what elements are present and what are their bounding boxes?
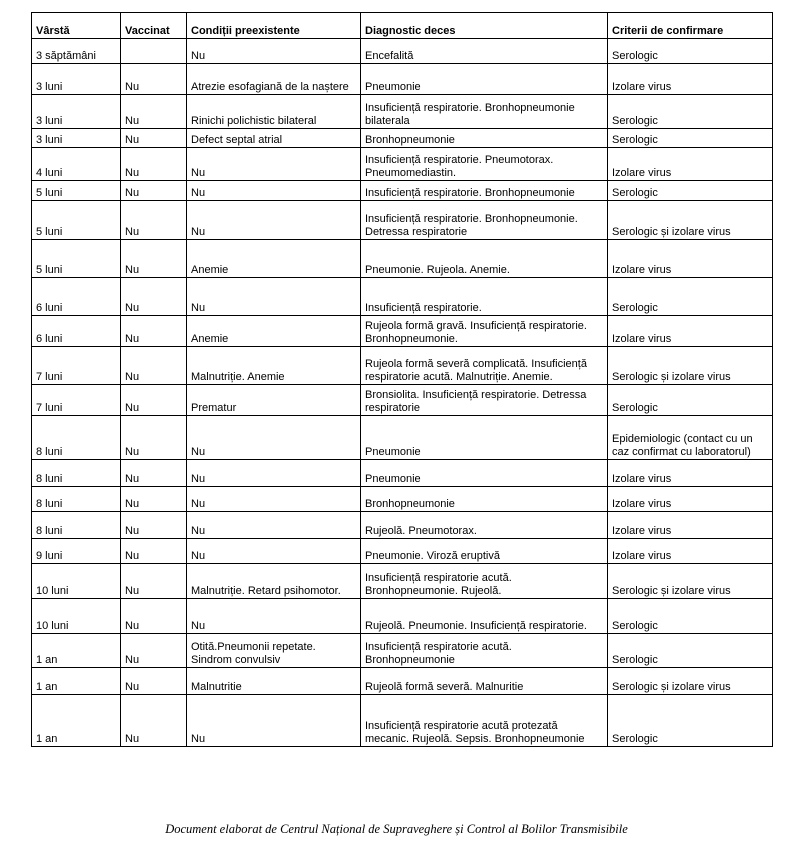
cell-preexisting-conditions: Prematur [187, 385, 361, 416]
cell-death-diagnosis: Insuficiență respiratorie acută. Bronhopneumonie [361, 634, 608, 668]
table-row [32, 278, 773, 316]
cell-vaccinated: Nu [121, 316, 187, 347]
cell-death-diagnosis: Bronsiolita. Insuficiență respiratorie. Detressa respiratorie [361, 385, 608, 416]
table-row [32, 316, 773, 347]
cell-confirmation-criteria: Izolare virus [608, 240, 773, 278]
cell-age: 10 luni [32, 599, 121, 634]
cell-death-diagnosis: Insuficiență respiratorie. Pneumotorax. Pneumomediastin. [361, 148, 608, 181]
cell-confirmation-criteria: Serologic [608, 95, 773, 129]
header-vaccinated: Vaccinat [121, 13, 187, 39]
cell-confirmation-criteria: Serologic [608, 129, 773, 148]
cell-confirmation-criteria: Izolare virus [608, 148, 773, 181]
cell-vaccinated: Nu [121, 129, 187, 148]
cell-preexisting-conditions: Nu [187, 181, 361, 201]
cell-confirmation-criteria: Serologic [608, 278, 773, 316]
cell-age: 6 luni [32, 316, 121, 347]
cell-vaccinated: Nu [121, 416, 187, 460]
table-header-row [32, 13, 773, 39]
cell-preexisting-conditions: Anemie [187, 316, 361, 347]
cell-vaccinated: Nu [121, 634, 187, 668]
cell-age: 1 an [32, 695, 121, 747]
table-row [32, 487, 773, 512]
cell-vaccinated: Nu [121, 201, 187, 240]
table-row [32, 668, 773, 695]
cell-death-diagnosis: Insuficiență respiratorie. Bronhopneumonie [361, 181, 608, 201]
cell-preexisting-conditions: Nu [187, 416, 361, 460]
cell-preexisting-conditions: Nu [187, 460, 361, 487]
table-row [32, 539, 773, 564]
cell-confirmation-criteria: Izolare virus [608, 512, 773, 539]
cell-age: 3 luni [32, 129, 121, 148]
cell-death-diagnosis: Insuficiență respiratorie acută. Bronhopneumonie. Rujeolă. [361, 564, 608, 599]
cell-age: 4 luni [32, 148, 121, 181]
cell-death-diagnosis: Insuficiență respiratorie. [361, 278, 608, 316]
header-preexisting-conditions: Condiții preexistente [187, 13, 361, 39]
cell-age: 3 luni [32, 64, 121, 95]
table-row [32, 64, 773, 95]
cell-death-diagnosis: Pneumonie. Viroză eruptivă [361, 539, 608, 564]
deaths-table [31, 12, 773, 747]
cell-age: 8 luni [32, 460, 121, 487]
cell-preexisting-conditions: Nu [187, 148, 361, 181]
cell-death-diagnosis: Pneumonie. Rujeola. Anemie. [361, 240, 608, 278]
cell-vaccinated: Nu [121, 64, 187, 95]
header-death-diagnosis: Diagnostic deces [361, 13, 608, 39]
cell-vaccinated: Nu [121, 278, 187, 316]
cell-age: 8 luni [32, 487, 121, 512]
cell-death-diagnosis: Pneumonie [361, 64, 608, 95]
cell-confirmation-criteria: Izolare virus [608, 460, 773, 487]
cell-death-diagnosis: Rujeolă. Pneumonie. Insuficiență respiratorie. [361, 599, 608, 634]
cell-age: 7 luni [32, 347, 121, 385]
cell-death-diagnosis: Encefalită [361, 39, 608, 64]
cell-vaccinated: Nu [121, 564, 187, 599]
cell-age: 1 an [32, 668, 121, 695]
cell-age: 10 luni [32, 564, 121, 599]
cell-age: 9 luni [32, 539, 121, 564]
table-row [32, 599, 773, 634]
cell-confirmation-criteria: Izolare virus [608, 64, 773, 95]
cell-vaccinated [121, 39, 187, 64]
cell-death-diagnosis: Rujeolă formă severă. Malnuritie [361, 668, 608, 695]
table-row [32, 512, 773, 539]
table-row [32, 148, 773, 181]
cell-preexisting-conditions: Otită.Pneumonii repetate. Sindrom convulsiv [187, 634, 361, 668]
table-row [32, 385, 773, 416]
cell-preexisting-conditions: Nu [187, 695, 361, 747]
table-row [32, 181, 773, 201]
cell-vaccinated: Nu [121, 599, 187, 634]
cell-confirmation-criteria: Serologic [608, 39, 773, 64]
table-row [32, 634, 773, 668]
cell-confirmation-criteria: Serologic [608, 599, 773, 634]
cell-confirmation-criteria: Serologic și izolare virus [608, 668, 773, 695]
cell-preexisting-conditions: Nu [187, 487, 361, 512]
cell-confirmation-criteria: Serologic și izolare virus [608, 564, 773, 599]
cell-death-diagnosis: Bronhopneumonie [361, 487, 608, 512]
cell-vaccinated: Nu [121, 668, 187, 695]
header-confirmation-criteria: Criterii de confirmare [608, 13, 773, 39]
table-row [32, 240, 773, 278]
table-body [32, 39, 773, 747]
cell-preexisting-conditions: Nu [187, 39, 361, 64]
cell-death-diagnosis: Insuficiență respiratorie acută protezată mecanic. Rujeolă. Sepsis. Bronhopneumonie [361, 695, 608, 747]
cell-age: 8 luni [32, 416, 121, 460]
cell-age: 6 luni [32, 278, 121, 316]
cell-preexisting-conditions: Nu [187, 539, 361, 564]
cell-confirmation-criteria: Izolare virus [608, 539, 773, 564]
cell-age: 5 luni [32, 181, 121, 201]
cell-preexisting-conditions: Nu [187, 278, 361, 316]
cell-preexisting-conditions: Malnutriție. Retard psihomotor. [187, 564, 361, 599]
table-row [32, 347, 773, 385]
cell-vaccinated: Nu [121, 347, 187, 385]
cell-vaccinated: Nu [121, 385, 187, 416]
document-footer: Document elaborat de Centrul Național de Supraveghere și Control al Bolilor Transmisibile [165, 822, 628, 836]
cell-death-diagnosis: Rujeola formă severă complicată. Insuficiență respiratorie acută. Malnutriție. Anemie. [361, 347, 608, 385]
table-row [32, 129, 773, 148]
cell-age: 3 luni [32, 95, 121, 129]
cell-vaccinated: Nu [121, 695, 187, 747]
cell-age: 5 luni [32, 201, 121, 240]
table-row [32, 201, 773, 240]
table-row [32, 95, 773, 129]
cell-confirmation-criteria: Epidemiologic (contact cu un caz confirmat cu laboratorul) [608, 416, 773, 460]
cell-preexisting-conditions: Nu [187, 201, 361, 240]
cell-preexisting-conditions: Defect septal atrial [187, 129, 361, 148]
cell-vaccinated: Nu [121, 95, 187, 129]
table-row [32, 460, 773, 487]
cell-preexisting-conditions: Nu [187, 512, 361, 539]
cell-confirmation-criteria: Serologic [608, 385, 773, 416]
cell-vaccinated: Nu [121, 240, 187, 278]
cell-vaccinated: Nu [121, 487, 187, 512]
cell-vaccinated: Nu [121, 148, 187, 181]
cell-death-diagnosis: Rujeolă. Pneumotorax. [361, 512, 608, 539]
cell-preexisting-conditions: Malnutriție. Anemie [187, 347, 361, 385]
cell-preexisting-conditions: Anemie [187, 240, 361, 278]
cell-confirmation-criteria: Serologic și izolare virus [608, 201, 773, 240]
table-row [32, 39, 773, 64]
cell-death-diagnosis: Pneumonie [361, 416, 608, 460]
cell-vaccinated: Nu [121, 539, 187, 564]
cell-preexisting-conditions: Rinichi polichistic bilateral [187, 95, 361, 129]
cell-death-diagnosis: Bronhopneumonie [361, 129, 608, 148]
cell-age: 3 săptămâni [32, 39, 121, 64]
cell-confirmation-criteria: Serologic [608, 181, 773, 201]
cell-preexisting-conditions: Nu [187, 599, 361, 634]
cell-death-diagnosis: Rujeola formă gravă. Insuficiență respiratorie. Bronhopneumonie. [361, 316, 608, 347]
table-row [32, 416, 773, 460]
cell-death-diagnosis: Pneumonie [361, 460, 608, 487]
cell-confirmation-criteria: Izolare virus [608, 487, 773, 512]
cell-age: 7 luni [32, 385, 121, 416]
cell-age: 1 an [32, 634, 121, 668]
cell-death-diagnosis: Insuficiență respiratorie. Bronhopneumonie. Detressa respiratorie [361, 201, 608, 240]
cell-vaccinated: Nu [121, 460, 187, 487]
cell-preexisting-conditions: Atrezie esofagiană de la naștere [187, 64, 361, 95]
cell-vaccinated: Nu [121, 512, 187, 539]
table-row [32, 695, 773, 747]
cell-confirmation-criteria: Izolare virus [608, 316, 773, 347]
cell-confirmation-criteria: Serologic [608, 634, 773, 668]
cell-confirmation-criteria: Serologic și izolare virus [608, 347, 773, 385]
cell-preexisting-conditions: Malnutritie [187, 668, 361, 695]
table-row [32, 564, 773, 599]
cell-death-diagnosis: Insuficiență respiratorie. Bronhopneumonie bilaterala [361, 95, 608, 129]
cell-vaccinated: Nu [121, 181, 187, 201]
cell-age: 8 luni [32, 512, 121, 539]
header-age: Vârstă [32, 13, 121, 39]
cell-confirmation-criteria: Serologic [608, 695, 773, 747]
cell-age: 5 luni [32, 240, 121, 278]
